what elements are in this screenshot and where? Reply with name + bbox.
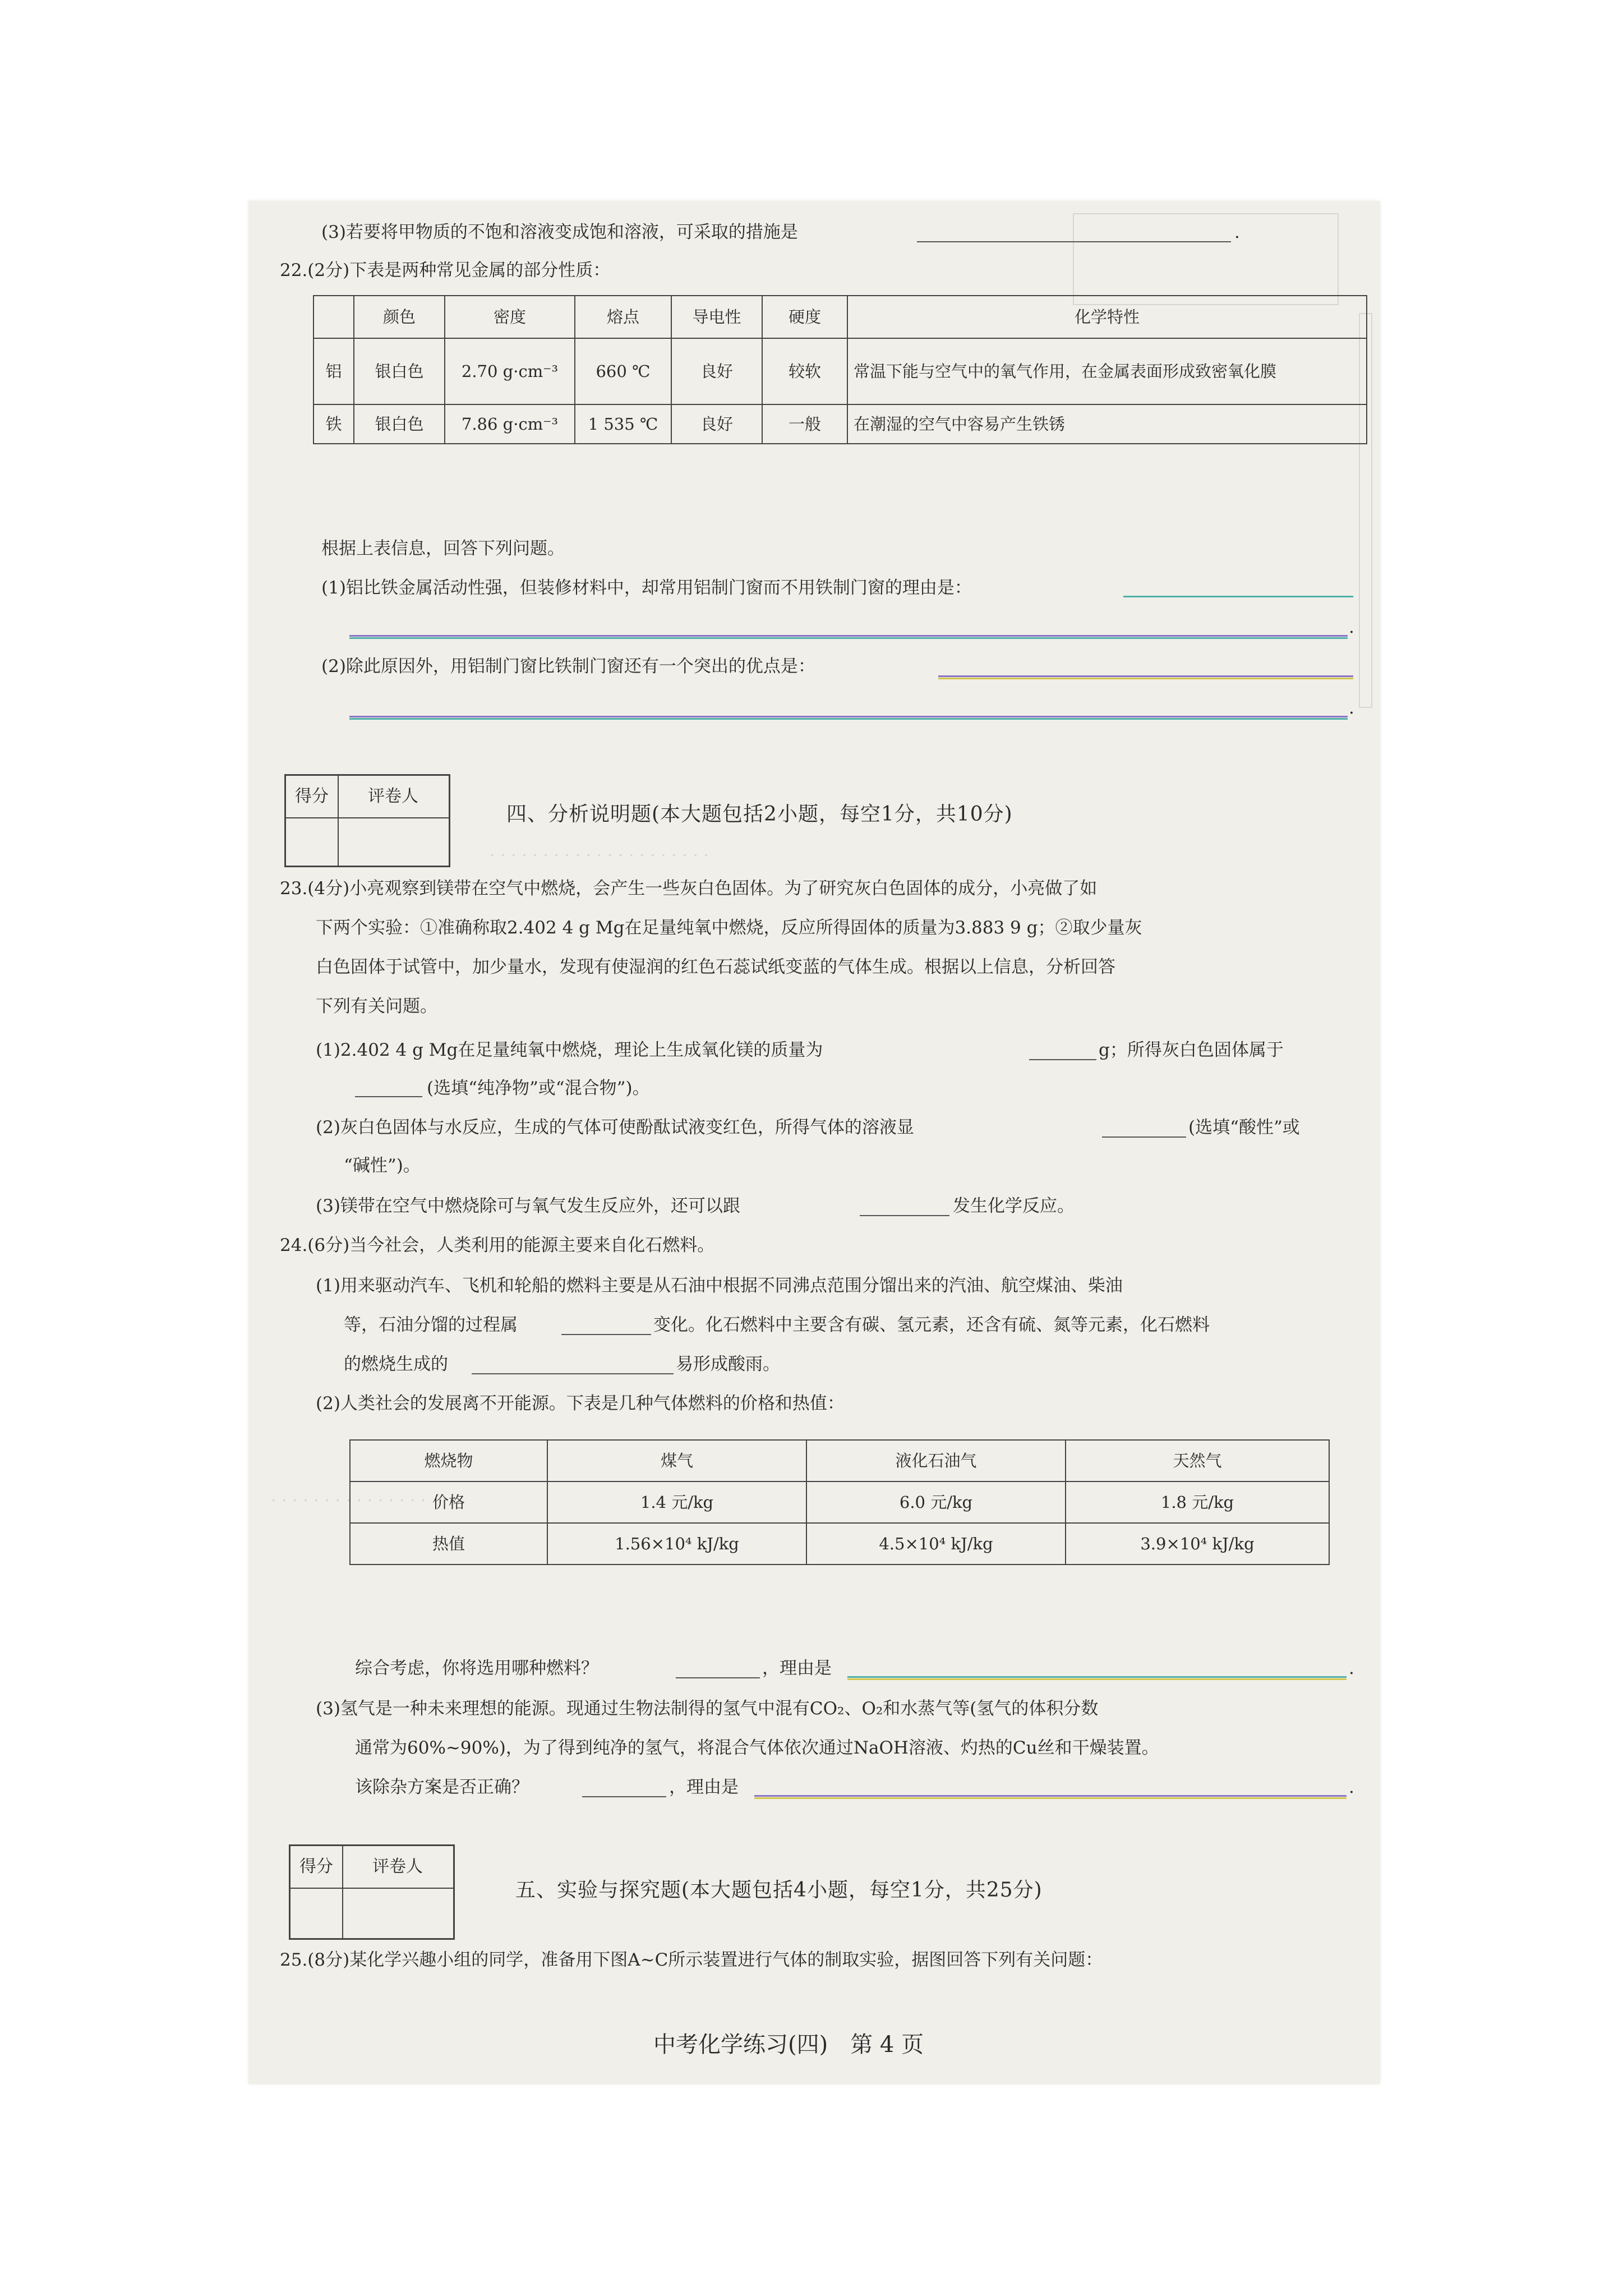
period: . — [1234, 222, 1240, 242]
answer-blank[interactable] — [472, 1373, 674, 1374]
q23-part2-c: “碱性”)。 — [344, 1156, 421, 1176]
answer-blank[interactable] — [349, 716, 1348, 717]
table-header-cell: 颜色 — [354, 296, 445, 338]
q24-part1: (1)用来驱动汽车、飞机和轮船的燃料主要是从石油中根据不同沸点范围分馏出来的汽油、航空煤油、柴油 — [316, 1276, 1123, 1296]
table-cell: 在潮湿的空气中容易产生铁锈 — [847, 404, 1367, 444]
table-cell: 2.70 g·cm⁻³ — [445, 338, 575, 404]
score-label: 得分 — [295, 786, 329, 806]
period: . — [1349, 1777, 1354, 1797]
q24-part1-e: 易形成酸雨。 — [676, 1354, 780, 1374]
table-header-row — [313, 296, 1367, 338]
table-cell: 银白色 — [354, 404, 445, 444]
table-cell: 银白色 — [354, 338, 445, 404]
table-cell: 1 535 ℃ — [575, 404, 671, 444]
answer-blank[interactable] — [561, 1334, 651, 1335]
table-cell: 一般 — [762, 404, 847, 444]
table-cell: 常温下能与空气中的氧气作用，在金属表面形成致密氧化膜 — [847, 338, 1367, 404]
table-header-cell: 化学特性 — [847, 296, 1367, 338]
answer-blank[interactable] — [349, 635, 1348, 637]
q22-part1: (1)铝比铁金属活动性强，但装修材料中，却常用铝制门窗而不用铁制门窗的理由是： — [321, 578, 972, 598]
period: . — [1349, 617, 1354, 637]
q24-choose: 综合考虑，你将选用哪种燃料？ — [355, 1658, 598, 1678]
bleed-through-box — [1073, 213, 1339, 305]
bleed-through-text: · · · · · · · · · · · · · · · — [271, 1491, 426, 1511]
answer-blank[interactable] — [582, 1796, 666, 1797]
score-label: 得分 — [299, 1857, 333, 1876]
table-cell: 7.86 g·cm⁻³ — [445, 404, 575, 444]
divider — [291, 1888, 453, 1889]
q23-line: 白色固体于试管中，加少量水，发现有使湿润的红色石蕊试纸变蓝的气体生成。根据以上信息，分析回答 — [316, 957, 1115, 977]
table-row — [350, 1523, 1329, 1565]
q23-part1: (1)2.402 4 g Mg在足量纯氧中燃烧，理论上生成氧化镁的质量为 — [316, 1040, 823, 1060]
period: . — [1349, 698, 1354, 718]
q23-part2: (2)灰白色固体与水反应，生成的气体可使酚酞试液变红色，所得气体的溶液显 — [316, 1117, 914, 1138]
answer-blank[interactable] — [1123, 596, 1353, 597]
fuel-price-table — [349, 1439, 1330, 1565]
table-cell: 铝 — [313, 338, 354, 404]
section-title: 四、分析说明题(本大题包括2小题，每空1分，共10分) — [506, 803, 1013, 826]
table-row — [313, 404, 1367, 444]
table-cell: 良好 — [671, 404, 762, 444]
period: . — [1349, 1658, 1354, 1678]
table-header-row — [350, 1440, 1329, 1481]
table-row — [313, 338, 1367, 404]
q23-part1-c: (选填“纯净物”或“混合物”)。 — [427, 1078, 650, 1098]
table-header-cell: 熔点 — [575, 296, 671, 338]
table-cell: 热值 — [350, 1523, 547, 1565]
table-cell: 铁 — [313, 404, 354, 444]
table-header-cell: 天然气 — [1066, 1440, 1329, 1481]
answer-blank[interactable] — [1029, 1059, 1096, 1060]
q24-part3-b: 通常为60%~90%)，为了得到纯净的氢气，将混合气体依次通过NaOH溶液、灼热的Cu丝和干燥装置。 — [355, 1738, 1159, 1758]
table-cell: 1.8 元/kg — [1066, 1481, 1329, 1523]
q24-part1-d: 的燃烧生成的 — [344, 1354, 448, 1374]
table-cell: 6.0 元/kg — [806, 1481, 1066, 1523]
table-header-cell: 燃烧物 — [350, 1440, 547, 1481]
answer-blank-underline — [349, 637, 1348, 639]
answer-blank-underline — [938, 678, 1353, 679]
table-cell: 1.56×10⁴ kJ/kg — [547, 1523, 806, 1565]
q22-stem: 22.(2分)下表是两种常见金属的部分性质： — [280, 260, 611, 280]
q22-part2: (2)除此原因外，用铝制门窗比铁制门窗还有一个突出的优点是： — [321, 656, 815, 677]
answer-blank-underline — [349, 718, 1348, 720]
q24-part2: (2)人类社会的发展离不开能源。下表是几种气体燃料的价格和热值： — [316, 1393, 845, 1414]
table-cell: 较软 — [762, 338, 847, 404]
q21-part3: (3)若要将甲物质的不饱和溶液变成饱和溶液，可采取的措施是 — [321, 222, 798, 242]
answer-blank[interactable] — [847, 1676, 1347, 1678]
answer-blank[interactable] — [676, 1677, 760, 1678]
grader-label: 评卷人 — [368, 786, 418, 806]
table-cell: 良好 — [671, 338, 762, 404]
table-header-cell — [313, 296, 354, 338]
q24-part3-reason: ，理由是 — [669, 1777, 739, 1797]
answer-blank[interactable] — [355, 1096, 422, 1097]
page-footer: 中考化学练习(四) 第 4 页 — [653, 2032, 924, 2058]
q23-part2-b: (选填“酸性”或 — [1188, 1117, 1300, 1138]
table-header-cell: 导电性 — [671, 296, 762, 338]
answer-blank-underline — [847, 1678, 1347, 1680]
score-box — [284, 774, 450, 867]
q24-stem: 24.(6分)当今社会，人类利用的能源主要来自化石燃料。 — [280, 1235, 715, 1255]
table-header-cell: 硬度 — [762, 296, 847, 338]
q25-stem: 25.(8分)某化学兴趣小组的同学，准备用下图A~C所示装置进行气体的制取实验，据图回答下列有关问题： — [280, 1950, 1103, 1970]
table-cell: 1.4 元/kg — [547, 1481, 806, 1523]
q23-line: 下列有关问题。 — [316, 996, 437, 1016]
q24-part1-c: 变化。化石燃料中主要含有碳、氢元素，还含有硫、氮等元素，化石燃料 — [653, 1315, 1210, 1335]
answer-blank[interactable] — [1102, 1137, 1186, 1138]
table-header-cell: 液化石油气 — [806, 1440, 1066, 1481]
section-title: 五、实验与探究题(本大题包括4小题，每空1分，共25分) — [515, 1879, 1043, 1902]
exam-page — [248, 201, 1380, 2084]
table-row — [350, 1481, 1329, 1523]
score-box — [289, 1844, 455, 1940]
q23-line: 23.(4分)小亮观察到镁带在空气中燃烧，会产生一些灰白色固体。为了研究灰白色固体的成分，小亮做了如 — [280, 878, 1098, 899]
answer-blank[interactable] — [754, 1795, 1347, 1797]
metal-properties-table — [313, 295, 1367, 444]
table-cell: 3.9×10⁴ kJ/kg — [1066, 1523, 1329, 1565]
answer-blank[interactable] — [917, 241, 1231, 242]
q24-part1-b: 等，石油分馏的过程属 — [344, 1315, 518, 1335]
q23-part3-b: 发生化学反应。 — [953, 1196, 1075, 1216]
table-cell: 660 ℃ — [575, 338, 671, 404]
bleed-through-text: · · · · · · · · · · · · · · · · · · · · · — [490, 846, 709, 866]
table-header-cell: 煤气 — [547, 1440, 806, 1481]
q23-part1-b: g；所得灰白色固体属于 — [1099, 1040, 1284, 1060]
answer-blank-underline — [754, 1797, 1347, 1799]
q24-part3-c: 该除杂方案是否正确？ — [355, 1777, 529, 1797]
answer-blank[interactable] — [938, 675, 1353, 677]
table-cell: 价格 — [350, 1481, 547, 1523]
q23-part3: (3)镁带在空气中燃烧除可与氧气发生反应外，还可以跟 — [316, 1196, 740, 1216]
divider — [286, 817, 449, 818]
q23-line: 下两个实验：①准确称取2.402 4 g Mg在足量纯氧中燃烧，反应所得固体的质量为3.883 9 g；②取少量灰 — [316, 918, 1142, 938]
table-header-cell: 密度 — [445, 296, 575, 338]
q24-part3: (3)氢气是一种未来理想的能源。现通过生物法制得的氢气中混有CO₂、O₂和水蒸气等(氢气的体积分数 — [316, 1699, 1099, 1719]
table-cell: 4.5×10⁴ kJ/kg — [806, 1523, 1066, 1565]
q22-intro: 根据上表信息，回答下列问题。 — [321, 539, 565, 559]
q24-reason: ，理由是 — [762, 1658, 832, 1678]
answer-blank[interactable] — [860, 1215, 949, 1216]
grader-label: 评卷人 — [372, 1857, 423, 1876]
